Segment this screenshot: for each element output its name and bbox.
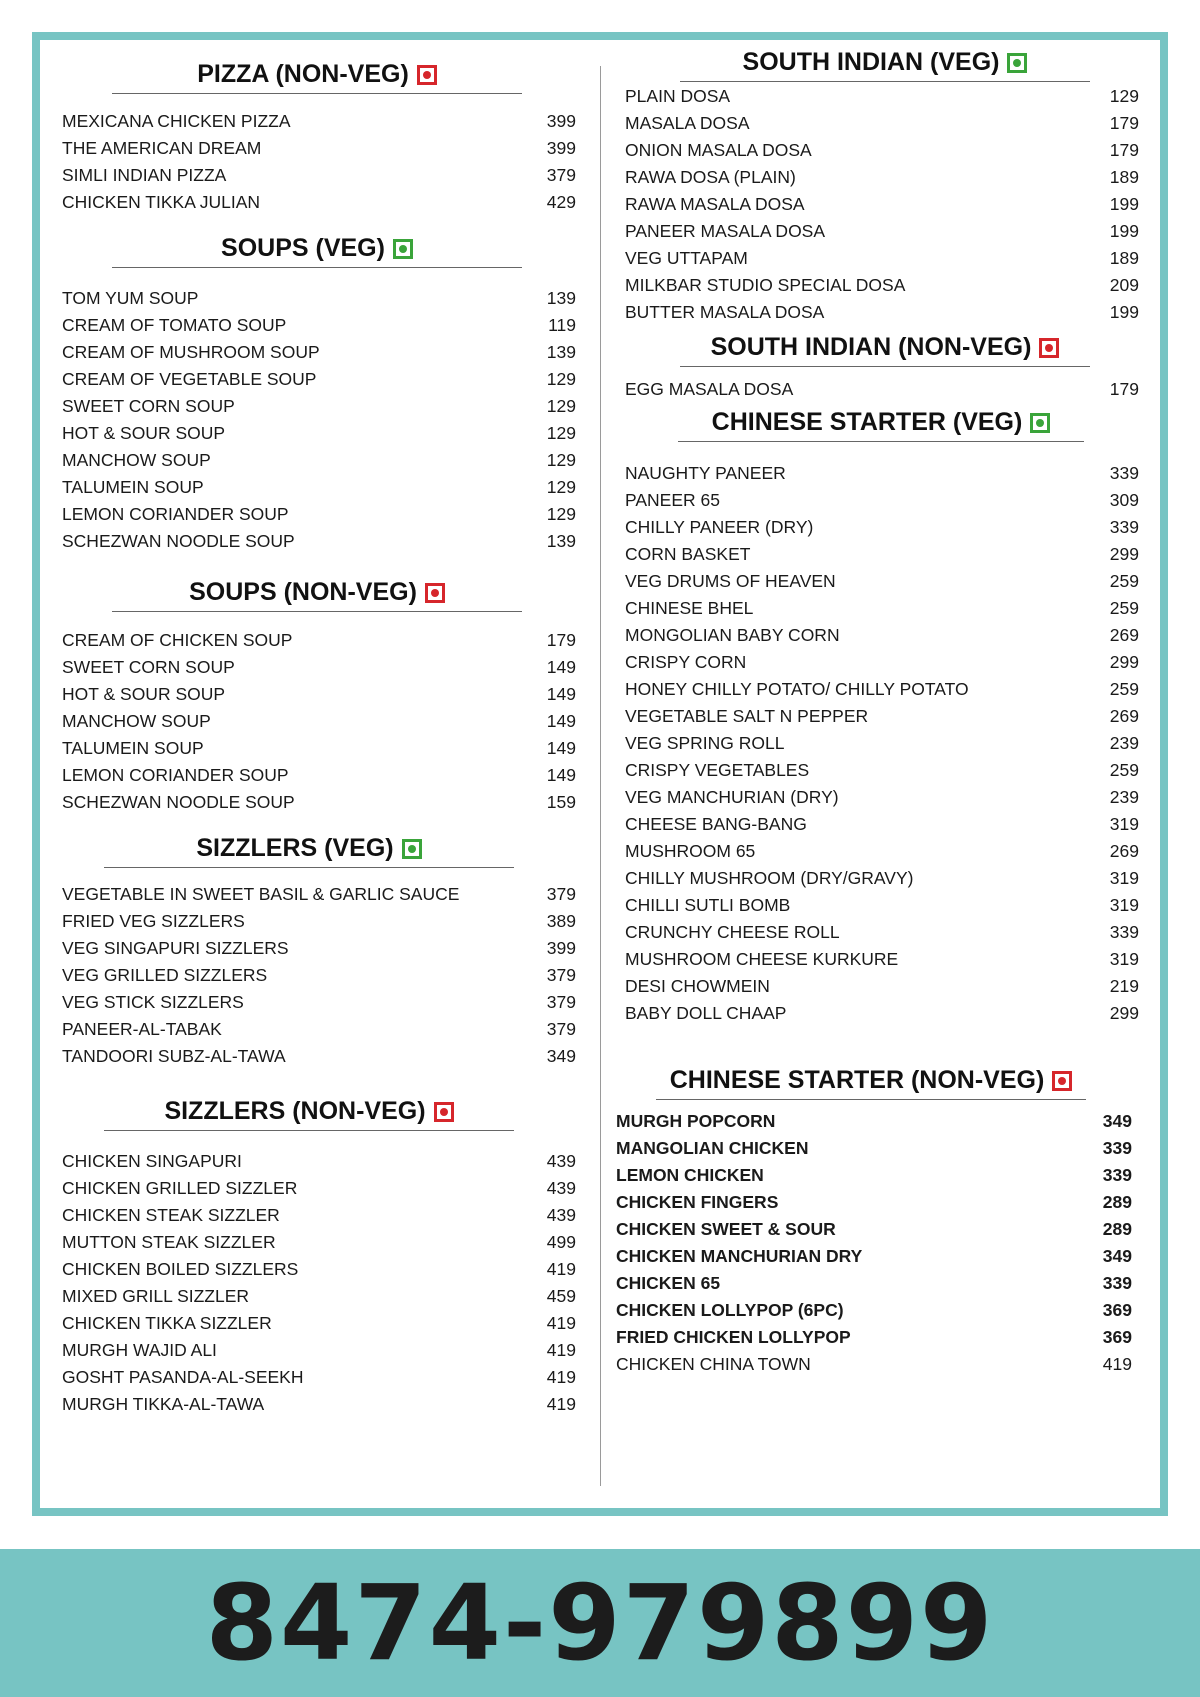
phone-number[interactable]: 8474-979899 bbox=[205, 1562, 995, 1684]
list-item bbox=[62, 789, 576, 816]
item-name: BUTTER MASALA DOSA bbox=[625, 302, 825, 322]
veg-icon bbox=[393, 239, 413, 259]
veg-icon bbox=[402, 839, 422, 859]
item-price: 179 bbox=[1109, 379, 1139, 399]
item-price: 399 bbox=[546, 111, 576, 131]
item-price: 129 bbox=[546, 477, 576, 497]
item-price: 159 bbox=[546, 792, 576, 812]
item-price: 339 bbox=[1102, 1138, 1132, 1158]
item-name: CREAM OF MUSHROOM SOUP bbox=[62, 342, 320, 362]
item-name: CHEESE BANG-BANG bbox=[625, 814, 807, 834]
item-name: MANCHOW SOUP bbox=[62, 711, 211, 731]
item-name: ONION MASALA DOSA bbox=[625, 140, 812, 160]
list-item bbox=[625, 83, 1139, 110]
item-name: SCHEZWAN NOODLE SOUP bbox=[62, 792, 295, 812]
item-name: TALUMEIN SOUP bbox=[62, 477, 204, 497]
item-name: VEG SINGAPURI SIZZLERS bbox=[62, 938, 289, 958]
list-item bbox=[62, 447, 576, 474]
item-list bbox=[625, 460, 1139, 1027]
item-price: 319 bbox=[1109, 895, 1139, 915]
item-name: DESI CHOWMEIN bbox=[625, 976, 770, 996]
item-name: CHICKEN LOLLYPOP (6PC) bbox=[616, 1300, 844, 1320]
item-price: 119 bbox=[548, 315, 576, 335]
item-price: 259 bbox=[1109, 598, 1139, 618]
item-price: 239 bbox=[1109, 733, 1139, 753]
list-item bbox=[62, 339, 576, 366]
list-item bbox=[62, 420, 576, 447]
list-item bbox=[625, 676, 1139, 703]
item-price: 139 bbox=[546, 288, 576, 308]
item-name: LEMON CORIANDER SOUP bbox=[62, 504, 289, 524]
item-price: 339 bbox=[1102, 1273, 1132, 1293]
column-divider bbox=[600, 66, 601, 1486]
item-name: TOM YUM SOUP bbox=[62, 288, 199, 308]
list-item bbox=[62, 627, 576, 654]
list-item bbox=[625, 892, 1139, 919]
item-name: LEMON CORIANDER SOUP bbox=[62, 765, 289, 785]
item-price: 149 bbox=[546, 684, 576, 704]
item-name: CRISPY VEGETABLES bbox=[625, 760, 810, 780]
item-name: MANGOLIAN CHICKEN bbox=[616, 1138, 809, 1158]
list-item bbox=[625, 164, 1139, 191]
list-item bbox=[62, 528, 576, 555]
item-price: 499 bbox=[546, 1232, 576, 1252]
item-name: MEXICANA CHICKEN PIZZA bbox=[62, 111, 291, 131]
item-name: HOT & SOUR SOUP bbox=[62, 684, 226, 704]
section-title: PIZZA (NON-VEG) bbox=[112, 60, 522, 94]
item-name: CHICKEN TIKKA SIZZLER bbox=[62, 1313, 272, 1333]
item-name: HOT & SOUR SOUP bbox=[62, 423, 226, 443]
item-price: 199 bbox=[1109, 194, 1139, 214]
item-name: HONEY CHILLY POTATO/ CHILLY POTATO bbox=[625, 679, 969, 699]
item-price: 179 bbox=[1109, 113, 1139, 133]
list-item bbox=[625, 1000, 1139, 1027]
item-price: 369 bbox=[1102, 1300, 1132, 1320]
item-price: 259 bbox=[1109, 571, 1139, 591]
list-item bbox=[625, 649, 1139, 676]
list-item bbox=[625, 703, 1139, 730]
item-name: VEGETABLE SALT N PEPPER bbox=[625, 706, 869, 726]
item-name: MILKBAR STUDIO SPECIAL DOSA bbox=[625, 275, 906, 295]
item-price: 149 bbox=[546, 738, 576, 758]
item-price: 399 bbox=[546, 938, 576, 958]
list-item bbox=[62, 1202, 576, 1229]
item-price: 379 bbox=[546, 884, 576, 904]
item-price: 349 bbox=[1102, 1111, 1132, 1131]
item-name: CHICKEN MANCHURIAN DRY bbox=[616, 1246, 863, 1266]
item-name: PLAIN DOSA bbox=[625, 86, 731, 106]
section-title: CHINESE STARTER (VEG) bbox=[678, 408, 1084, 442]
item-name: THE AMERICAN DREAM bbox=[62, 138, 262, 158]
item-name: CRISPY CORN bbox=[625, 652, 747, 672]
list-item bbox=[625, 137, 1139, 164]
non-veg-icon bbox=[1052, 1071, 1072, 1091]
item-name: TALUMEIN SOUP bbox=[62, 738, 204, 758]
item-price: 239 bbox=[1109, 787, 1139, 807]
list-item bbox=[625, 376, 1139, 403]
item-name: SIMLI INDIAN PIZZA bbox=[62, 165, 227, 185]
list-item bbox=[625, 245, 1139, 272]
list-item bbox=[62, 1283, 576, 1310]
item-price: 419 bbox=[546, 1313, 576, 1333]
item-price: 429 bbox=[546, 192, 576, 212]
item-price: 149 bbox=[546, 765, 576, 785]
item-name: RAWA MASALA DOSA bbox=[625, 194, 805, 214]
list-item bbox=[62, 681, 576, 708]
item-price: 129 bbox=[1109, 86, 1139, 106]
item-price: 339 bbox=[1102, 1165, 1132, 1185]
list-item bbox=[625, 919, 1139, 946]
list-item bbox=[62, 1148, 576, 1175]
item-price: 299 bbox=[1109, 544, 1139, 564]
list-item bbox=[62, 1337, 576, 1364]
list-item bbox=[62, 501, 576, 528]
list-item bbox=[625, 299, 1139, 326]
item-name: RAWA DOSA (PLAIN) bbox=[625, 167, 796, 187]
item-list bbox=[62, 627, 576, 816]
list-item bbox=[62, 108, 576, 135]
list-item bbox=[625, 838, 1139, 865]
list-item bbox=[62, 366, 576, 393]
item-name: VEG MANCHURIAN (DRY) bbox=[625, 787, 839, 807]
item-name: CHICKEN STEAK SIZZLER bbox=[62, 1205, 280, 1225]
item-price: 439 bbox=[546, 1151, 576, 1171]
section-title: SIZZLERS (VEG) bbox=[104, 834, 514, 868]
list-item bbox=[62, 1043, 576, 1070]
item-price: 139 bbox=[546, 531, 576, 551]
item-name: CHILLY PANEER (DRY) bbox=[625, 517, 814, 537]
item-name: CHICKEN BOILED SIZZLERS bbox=[62, 1259, 299, 1279]
list-item bbox=[62, 135, 576, 162]
section-title: SOUTH INDIAN (VEG) bbox=[680, 48, 1090, 82]
item-list bbox=[62, 1148, 576, 1418]
item-name: CHICKEN SINGAPURI bbox=[62, 1151, 242, 1171]
list-item bbox=[62, 735, 576, 762]
list-item bbox=[625, 784, 1139, 811]
list-item bbox=[616, 1351, 1132, 1378]
list-item bbox=[62, 989, 576, 1016]
list-item bbox=[62, 189, 576, 216]
list-item bbox=[62, 393, 576, 420]
list-item bbox=[62, 762, 576, 789]
item-name: MONGOLIAN BABY CORN bbox=[625, 625, 840, 645]
list-item bbox=[625, 110, 1139, 137]
item-price: 379 bbox=[546, 992, 576, 1012]
item-name: CHICKEN FINGERS bbox=[616, 1192, 779, 1212]
item-price: 219 bbox=[1109, 976, 1139, 996]
non-veg-icon bbox=[417, 65, 437, 85]
item-price: 139 bbox=[546, 342, 576, 362]
item-price: 129 bbox=[546, 369, 576, 389]
non-veg-icon bbox=[434, 1102, 454, 1122]
item-name: GOSHT PASANDA-AL-SEEKH bbox=[62, 1367, 304, 1387]
list-item bbox=[62, 1364, 576, 1391]
item-name: VEG STICK SIZZLERS bbox=[62, 992, 244, 1012]
item-price: 419 bbox=[546, 1259, 576, 1279]
list-item bbox=[62, 285, 576, 312]
item-name: PANEER MASALA DOSA bbox=[625, 221, 826, 241]
item-price: 379 bbox=[546, 965, 576, 985]
list-item bbox=[616, 1216, 1132, 1243]
item-price: 299 bbox=[1109, 1003, 1139, 1023]
item-price: 389 bbox=[546, 911, 576, 931]
contact-footer bbox=[0, 1549, 1200, 1697]
list-item bbox=[625, 946, 1139, 973]
item-name: CORN BASKET bbox=[625, 544, 751, 564]
item-name: FRIED CHICKEN LOLLYPOP bbox=[616, 1327, 851, 1347]
item-list bbox=[62, 108, 576, 216]
item-name: MURGH POPCORN bbox=[616, 1111, 776, 1131]
list-item bbox=[62, 935, 576, 962]
item-price: 349 bbox=[1102, 1246, 1132, 1266]
item-price: 319 bbox=[1109, 868, 1139, 888]
item-name: FRIED VEG SIZZLERS bbox=[62, 911, 245, 931]
list-item bbox=[625, 622, 1139, 649]
list-item bbox=[62, 312, 576, 339]
list-item bbox=[616, 1324, 1132, 1351]
item-price: 339 bbox=[1109, 922, 1139, 942]
item-price: 339 bbox=[1109, 517, 1139, 537]
item-name: SCHEZWAN NOODLE SOUP bbox=[62, 531, 295, 551]
list-item bbox=[625, 514, 1139, 541]
item-price: 419 bbox=[546, 1340, 576, 1360]
item-name: CHICKEN CHINA TOWN bbox=[616, 1354, 811, 1374]
item-name: VEG GRILLED SIZZLERS bbox=[62, 965, 268, 985]
list-item bbox=[625, 865, 1139, 892]
item-name: CHILLI SUTLI BOMB bbox=[625, 895, 791, 915]
item-price: 439 bbox=[546, 1178, 576, 1198]
item-name: CHICKEN GRILLED SIZZLER bbox=[62, 1178, 298, 1198]
item-price: 189 bbox=[1109, 248, 1139, 268]
list-item bbox=[616, 1135, 1132, 1162]
item-name: CREAM OF VEGETABLE SOUP bbox=[62, 369, 317, 389]
item-price: 349 bbox=[546, 1046, 576, 1066]
item-price: 419 bbox=[1102, 1354, 1132, 1374]
item-price: 129 bbox=[546, 504, 576, 524]
section-title: SOUTH INDIAN (NON-VEG) bbox=[680, 333, 1090, 367]
item-price: 259 bbox=[1109, 760, 1139, 780]
item-name: VEG SPRING ROLL bbox=[625, 733, 785, 753]
item-price: 379 bbox=[546, 1019, 576, 1039]
list-item bbox=[625, 811, 1139, 838]
item-price: 209 bbox=[1109, 275, 1139, 295]
item-price: 289 bbox=[1102, 1192, 1132, 1212]
item-name: CHICKEN TIKKA JULIAN bbox=[62, 192, 261, 212]
list-item bbox=[62, 1229, 576, 1256]
item-price: 269 bbox=[1109, 841, 1139, 861]
list-item bbox=[62, 908, 576, 935]
item-price: 339 bbox=[1109, 463, 1139, 483]
item-price: 129 bbox=[546, 450, 576, 470]
item-list bbox=[625, 83, 1139, 326]
item-name: NAUGHTY PANEER bbox=[625, 463, 786, 483]
list-item bbox=[625, 595, 1139, 622]
item-name: MUSHROOM 65 bbox=[625, 841, 756, 861]
item-name: MURGH TIKKA-AL-TAWA bbox=[62, 1394, 265, 1414]
item-name: MANCHOW SOUP bbox=[62, 450, 211, 470]
item-list bbox=[625, 376, 1139, 403]
item-name: CREAM OF CHICKEN SOUP bbox=[62, 630, 293, 650]
list-item bbox=[62, 654, 576, 681]
list-item bbox=[616, 1189, 1132, 1216]
item-name: TANDOORI SUBZ-AL-TAWA bbox=[62, 1046, 286, 1066]
list-item bbox=[625, 487, 1139, 514]
item-name: MURGH WAJID ALI bbox=[62, 1340, 217, 1360]
item-price: 199 bbox=[1109, 221, 1139, 241]
item-price: 289 bbox=[1102, 1219, 1132, 1239]
list-item bbox=[625, 191, 1139, 218]
item-price: 309 bbox=[1109, 490, 1139, 510]
list-item bbox=[616, 1108, 1132, 1135]
section-title: SOUPS (NON-VEG) bbox=[112, 578, 522, 612]
list-item bbox=[62, 162, 576, 189]
item-price: 129 bbox=[546, 423, 576, 443]
item-price: 319 bbox=[1109, 814, 1139, 834]
item-price: 369 bbox=[1102, 1327, 1132, 1347]
item-price: 179 bbox=[1109, 140, 1139, 160]
item-list bbox=[616, 1108, 1132, 1378]
item-name: PANEER-AL-TABAK bbox=[62, 1019, 222, 1039]
item-name: CREAM OF TOMATO SOUP bbox=[62, 315, 287, 335]
item-name: CHINESE BHEL bbox=[625, 598, 754, 618]
item-name: MIXED GRILL SIZZLER bbox=[62, 1286, 250, 1306]
item-list bbox=[62, 285, 576, 555]
item-name: VEG UTTAPAM bbox=[625, 248, 748, 268]
list-item bbox=[62, 1016, 576, 1043]
item-price: 459 bbox=[546, 1286, 576, 1306]
list-item bbox=[625, 973, 1139, 1000]
item-price: 269 bbox=[1109, 625, 1139, 645]
item-price: 189 bbox=[1109, 167, 1139, 187]
list-item bbox=[62, 1310, 576, 1337]
list-item bbox=[62, 881, 576, 908]
item-price: 269 bbox=[1109, 706, 1139, 726]
item-name: VEGETABLE IN SWEET BASIL & GARLIC SAUCE bbox=[62, 884, 460, 904]
list-item bbox=[616, 1243, 1132, 1270]
list-item bbox=[616, 1297, 1132, 1324]
item-price: 379 bbox=[546, 165, 576, 185]
non-veg-icon bbox=[425, 583, 445, 603]
list-item bbox=[625, 730, 1139, 757]
item-price: 199 bbox=[1109, 302, 1139, 322]
item-price: 399 bbox=[546, 138, 576, 158]
item-name: VEG DRUMS OF HEAVEN bbox=[625, 571, 836, 591]
item-price: 149 bbox=[546, 711, 576, 731]
item-name: CHICKEN SWEET & SOUR bbox=[616, 1219, 836, 1239]
item-name: PANEER 65 bbox=[625, 490, 720, 510]
section-title: SOUPS (VEG) bbox=[112, 234, 522, 268]
item-list bbox=[62, 881, 576, 1070]
item-name: CRUNCHY CHEESE ROLL bbox=[625, 922, 840, 942]
item-price: 179 bbox=[546, 630, 576, 650]
item-price: 299 bbox=[1109, 652, 1139, 672]
list-item bbox=[62, 474, 576, 501]
item-price: 259 bbox=[1109, 679, 1139, 699]
item-price: 439 bbox=[546, 1205, 576, 1225]
veg-icon bbox=[1007, 53, 1027, 73]
item-name: BABY DOLL CHAAP bbox=[625, 1003, 787, 1023]
list-item bbox=[62, 1391, 576, 1418]
item-price: 149 bbox=[546, 657, 576, 677]
section-title: SIZZLERS (NON-VEG) bbox=[104, 1097, 514, 1131]
list-item bbox=[625, 757, 1139, 784]
list-item bbox=[62, 1256, 576, 1283]
item-name: EGG MASALA DOSA bbox=[625, 379, 794, 399]
item-name: SWEET CORN SOUP bbox=[62, 396, 235, 416]
item-name: LEMON CHICKEN bbox=[616, 1165, 764, 1185]
section-title: CHINESE STARTER (NON-VEG) bbox=[656, 1066, 1086, 1100]
list-item bbox=[62, 962, 576, 989]
list-item bbox=[62, 708, 576, 735]
list-item bbox=[625, 460, 1139, 487]
item-name: MASALA DOSA bbox=[625, 113, 750, 133]
item-price: 129 bbox=[546, 396, 576, 416]
item-name: CHICKEN 65 bbox=[616, 1273, 721, 1293]
veg-icon bbox=[1030, 413, 1050, 433]
item-name: MUTTON STEAK SIZZLER bbox=[62, 1232, 276, 1252]
item-price: 419 bbox=[546, 1367, 576, 1387]
item-name: MUSHROOM CHEESE KURKURE bbox=[625, 949, 899, 969]
item-price: 419 bbox=[546, 1394, 576, 1414]
item-name: SWEET CORN SOUP bbox=[62, 657, 235, 677]
list-item bbox=[625, 218, 1139, 245]
item-price: 319 bbox=[1109, 949, 1139, 969]
list-item bbox=[62, 1175, 576, 1202]
list-item bbox=[616, 1270, 1132, 1297]
non-veg-icon bbox=[1039, 338, 1059, 358]
list-item bbox=[625, 568, 1139, 595]
item-name: CHILLY MUSHROOM (DRY/GRAVY) bbox=[625, 868, 914, 888]
list-item bbox=[625, 541, 1139, 568]
list-item bbox=[625, 272, 1139, 299]
list-item bbox=[616, 1162, 1132, 1189]
